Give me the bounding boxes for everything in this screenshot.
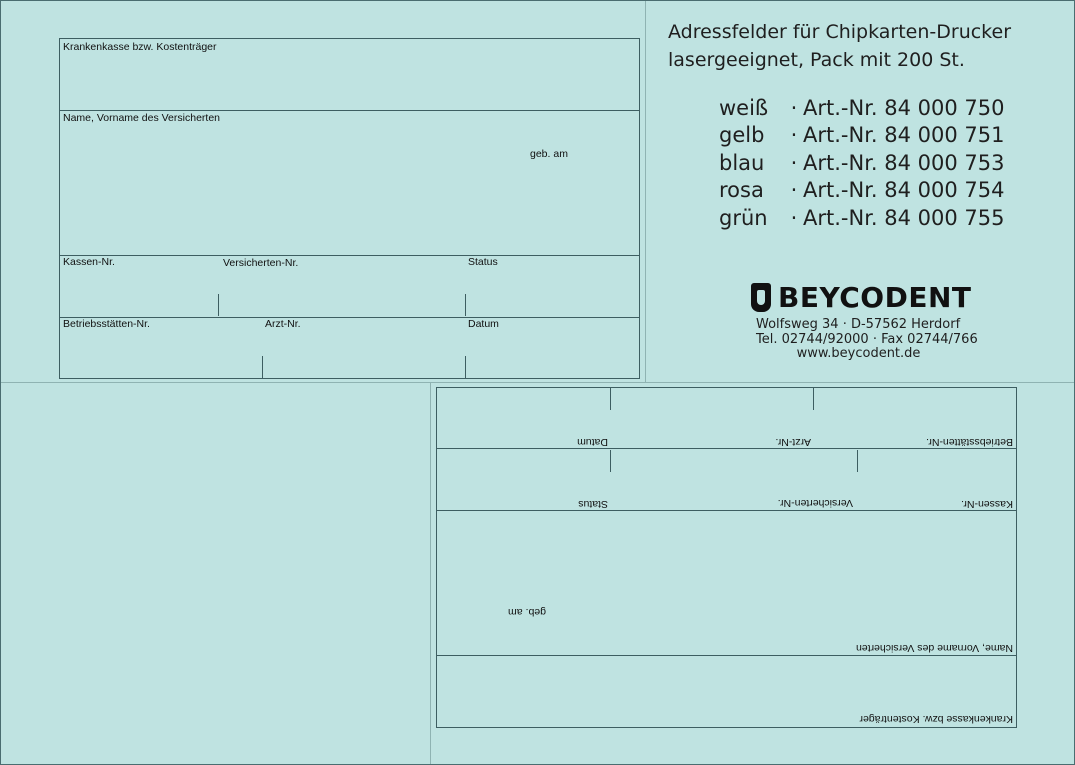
article-row — [719, 204, 1005, 232]
article-number: Art.-Nr. 84 000 753 — [803, 150, 1005, 175]
tooth-logo-icon — [751, 283, 771, 312]
article-separator: · — [790, 95, 798, 120]
divider-tick — [857, 450, 858, 472]
article-number: Art.-Nr. 84 000 751 — [803, 123, 1005, 148]
divider-tick — [610, 388, 611, 410]
divider-tick — [610, 450, 611, 472]
label-betriebsstaetten-nr: Betriebsstätten-Nr. — [63, 318, 150, 330]
row-betriebsstaetten — [60, 317, 639, 330]
row-name — [437, 606, 1016, 656]
label-kassen-nr: Kassen-Nr. — [961, 498, 1013, 510]
label-name: Name, Vorname des Versicherten — [856, 642, 1013, 654]
divider-tick — [262, 356, 263, 378]
divider-tick — [465, 356, 466, 378]
label-betriebsstaetten-nr: Betriebsstätten-Nr. — [926, 436, 1013, 448]
fold-line-vertical-bottom — [430, 382, 431, 764]
row-kassen — [60, 255, 639, 269]
brand-name: BEYCODENT — [778, 281, 972, 314]
fold-line-vertical-top — [645, 1, 646, 382]
phone-line: Tel. 02744/92000 · Fax 02744/766 — [756, 331, 978, 347]
article-row — [719, 177, 1005, 205]
article-row — [719, 122, 1005, 150]
article-separator: · — [790, 178, 798, 203]
headline-line-1: Adressfelder für Chipkarten-Drucker — [668, 21, 1012, 43]
label-geb-am: geb. am — [508, 606, 546, 618]
address-form-upright — [59, 38, 640, 379]
label-versicherten-nr: Versicherten-Nr. — [777, 497, 853, 509]
label-status: Status — [468, 256, 498, 268]
address-form-rotated — [436, 387, 1017, 728]
label-geb-am: geb. am — [530, 148, 568, 160]
divider-tick — [813, 388, 814, 410]
label-versicherten-nr: Versicherten-Nr. — [223, 257, 299, 269]
article-number: Art.-Nr. 84 000 750 — [803, 95, 1005, 120]
website-link[interactable]: www.beycodent.de — [796, 346, 921, 361]
article-color: weiß — [719, 95, 769, 120]
article-separator: · — [790, 123, 798, 148]
article-row — [719, 94, 1005, 122]
article-number: Art.-Nr. 84 000 754 — [803, 178, 1005, 203]
article-separator: · — [790, 150, 798, 175]
article-color: rosa — [719, 178, 764, 203]
article-color: blau — [719, 150, 765, 175]
company-address — [756, 318, 976, 362]
article-color: grün — [719, 205, 768, 230]
article-color: gelb — [719, 123, 765, 148]
headline-line-2: lasergeeignet, Pack mit 200 St. — [668, 49, 965, 71]
label-krankenkasse: Krankenkasse bzw. Kostenträger — [63, 41, 217, 53]
article-list — [719, 94, 1005, 232]
divider-tick — [465, 294, 466, 316]
label-arzt-nr: Arzt-Nr. — [265, 318, 301, 330]
product-info — [668, 18, 1068, 230]
address-line: Wolfsweg 34 · D-57562 Herdorf — [756, 317, 961, 332]
label-status: Status — [578, 498, 608, 510]
row-betriebsstaetten — [437, 436, 1016, 449]
label-datum: Datum — [577, 436, 608, 448]
label-name: Name, Vorname des Versicherten — [63, 112, 220, 124]
row-name — [60, 110, 639, 160]
label-krankenkasse: Krankenkasse bzw. Kostenträger — [859, 713, 1013, 725]
label-arzt-nr: Arzt-Nr. — [775, 436, 811, 448]
article-number: Art.-Nr. 84 000 755 — [803, 205, 1005, 230]
brand-logo — [751, 281, 972, 314]
fold-line-horizontal — [1, 382, 1074, 383]
article-separator: · — [790, 205, 798, 230]
article-row — [719, 149, 1005, 177]
row-kassen — [437, 497, 1016, 511]
label-datum: Datum — [468, 318, 499, 330]
divider-tick — [218, 294, 219, 316]
label-kassen-nr: Kassen-Nr. — [63, 256, 115, 268]
